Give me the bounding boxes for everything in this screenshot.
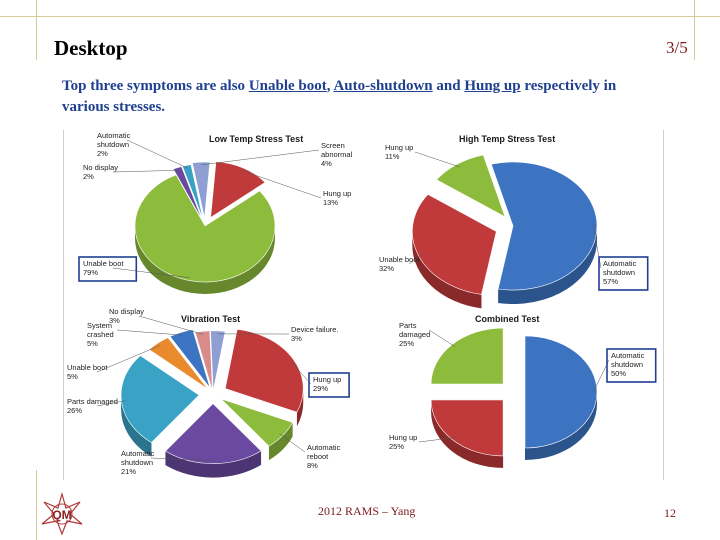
combined-test-slice-hung-up [431, 400, 503, 456]
vibration-test-label-automatic-reboot: Automatic reboot 8% [307, 443, 341, 470]
low-temp-stress-test-leader-no-display [113, 170, 179, 172]
combined-test-pie [389, 314, 656, 468]
combined-test-slice-parts-damaged [431, 328, 503, 384]
low-temp-stress-test-title: Low Temp Stress Test [209, 134, 304, 144]
combined-test-label-parts-damaged: Parts damaged 25% [399, 321, 431, 348]
high-temp-stress-test-slice-unable-boot [412, 194, 496, 294]
low-temp-stress-test-label-automatic-shutdown: Automatic shutdown 2% [97, 131, 131, 158]
vibration-test-slice-device-failure [211, 331, 226, 391]
subtitle-sep1: , [326, 78, 334, 94]
slide-subtitle [62, 76, 662, 118]
subtitle-auto-shutdown: Auto-shutdown [333, 78, 433, 94]
footer-text: 2012 RAMS – Yang [318, 504, 416, 518]
slide-title: Desktop [54, 36, 128, 60]
subtitle-post: respectively in various stresses. [62, 78, 617, 115]
combined-test-title: Combined Test [475, 314, 540, 324]
combined-test-label-hung-up: Hung up 25% [389, 433, 418, 451]
subtitle-sep2: and [432, 78, 465, 94]
high-temp-stress-test-title: High Temp Stress Test [459, 134, 556, 144]
high-temp-stress-test-label-automatic-shutdown: Automatic shutdown 57% [603, 259, 637, 286]
low-temp-stress-test-pie [79, 131, 353, 294]
high-temp-stress-test-label-hung-up: Hung up 11% [385, 143, 414, 161]
vibration-test-label-no-display: No display 3% [109, 307, 145, 325]
vibration-test-label-unable-boot: Unable boot 5% [67, 363, 108, 381]
pie-charts-grid [63, 126, 663, 486]
logo-text: QM [52, 508, 72, 522]
vibration-test-label-system-crashed: System crashed 5% [87, 321, 114, 348]
vibration-test-leader-system-crashed [117, 330, 183, 335]
vibration-test-label-hung-up: Hung up 29% [313, 375, 342, 393]
high-temp-stress-test-pie [379, 134, 648, 308]
vibration-test-label-device-failure: Device failure. 3% [291, 325, 339, 343]
low-temp-stress-test-leader-screen-abnormal [201, 150, 319, 165]
subtitle-pre: Top three symptoms are also [62, 78, 249, 94]
page-fraction: 3/5 [666, 38, 688, 57]
vibration-test-label-parts-damaged: Parts damaged 26% [67, 397, 118, 415]
combined-test-label-automatic-shutdown: Automatic shutdown 50% [611, 351, 645, 378]
combined-test-leader-parts-damaged [429, 330, 455, 346]
chart-frame-right [663, 130, 664, 480]
high-temp-stress-test-label-unable-boot: Unable boot 32% [379, 255, 420, 273]
vibration-test-pie [67, 307, 349, 478]
qm-logo [40, 492, 84, 536]
high-temp-stress-test-leader-hung-up [415, 152, 459, 167]
vibration-test-label-automatic-shutdown: Automatic shutdown 21% [121, 449, 155, 476]
subtitle-hung-up: Hung up [464, 78, 521, 94]
left-rule-bottom [36, 470, 37, 540]
low-temp-stress-test-label-screen-abnormal: Screen abnormal 4% [321, 141, 353, 168]
top-rule [0, 16, 720, 17]
vibration-test-title: Vibration Test [181, 314, 241, 324]
low-temp-stress-test-label-no-display: No display 2% [83, 163, 119, 181]
left-rule [36, 0, 37, 60]
low-temp-stress-test-label-hung-up: Hung up 13% [323, 189, 352, 207]
low-temp-stress-test-leader-automatic-shutdown [127, 140, 187, 168]
low-temp-stress-test-label-unable-boot: Unable boot 79% [83, 259, 124, 277]
right-rule [694, 0, 695, 60]
subtitle-unable-boot: Unable boot [248, 78, 327, 94]
page-number: 12 [664, 506, 676, 520]
